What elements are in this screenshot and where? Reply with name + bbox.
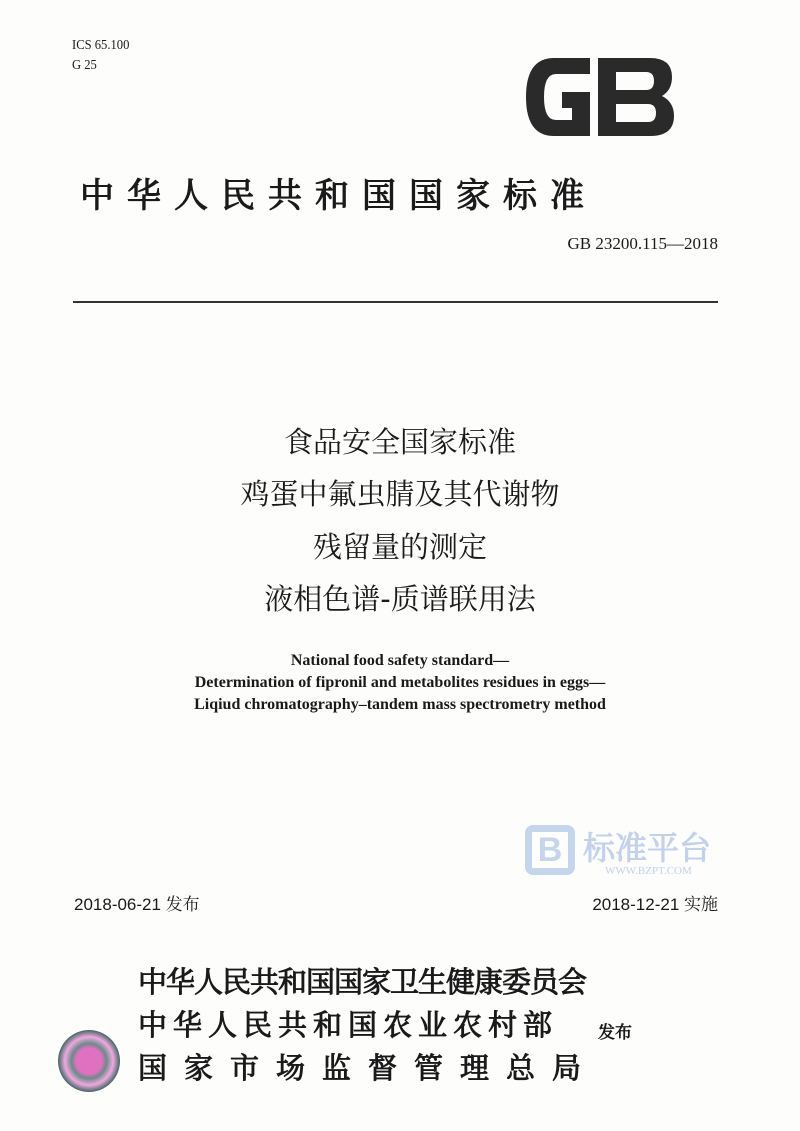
title-en-line-3: Liqiud chromatography–tandem mass spectrometry method (194, 696, 606, 713)
hologram-seal-icon (58, 1030, 120, 1092)
title-cn-line-4: 液相色谱-质谱联用法 (264, 582, 536, 616)
watermark-url: WWW.BZPT.COM (605, 865, 692, 877)
issuer-2: 中华人民共和国农业农村部 (138, 1008, 559, 1042)
title-cn-line-3: 残留量的测定 (312, 530, 487, 564)
title-en-line-2: Determination of fipronil and metabolites residues in eggs— (194, 674, 606, 691)
standard-number: GB 23200.115—2018 (567, 234, 718, 253)
publish-label: 发布 (598, 1023, 632, 1043)
gb-logo-icon (520, 52, 680, 142)
ics-code: ICS 65.100 (72, 38, 130, 53)
issuer-1: 中华人民共和国国家卫生健康委员会 (138, 965, 587, 999)
effective-date: 2018-12-21 实施 (592, 895, 718, 914)
watermark (525, 825, 725, 885)
classification-codes (72, 36, 129, 76)
divider (73, 301, 718, 303)
watermark-logo-icon: B (525, 825, 575, 875)
title-cn-line-2: 鸡蛋中氟虫腈及其代谢物 (240, 477, 560, 511)
title-en-line-1: National food safety standard— (290, 652, 510, 669)
title-cn-line-1: 食品安全国家标准 (283, 425, 516, 459)
issue-date: 2018-06-21 发布 (74, 895, 200, 914)
watermark-text: 标准平台 (583, 829, 712, 867)
national-standard-heading: 中华人民共和国国家标准 (80, 177, 597, 215)
title-en (0, 650, 800, 716)
issuer-3: 国家市场监督管理总局 (138, 1051, 599, 1085)
ccs-code: G 25 (72, 58, 97, 73)
